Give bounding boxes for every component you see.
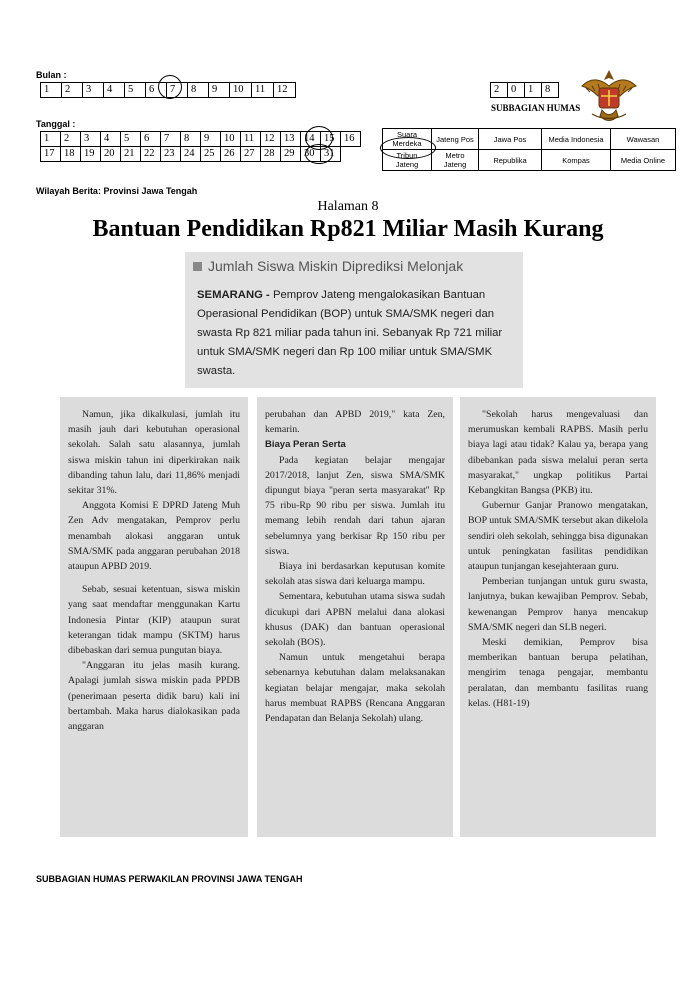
grid-cell: 6 [146, 83, 167, 98]
subbagian-label: SUBBAGIAN HUMAS [491, 103, 581, 113]
year-digit: 8 [542, 83, 559, 98]
grid-cell: 16 [341, 132, 361, 147]
grid-cell: 12 [261, 132, 281, 147]
grid-cell: 1 [41, 132, 61, 147]
paragraph: Sebab, sesuai ketentuan, siswa miskin yang saat mendaftar menggunakan Kartu Indonesia Pintar (KIP) ataupun surat keterangan tidak mampu (SKTM) harus dibebaskan dari semua pungutan biaya. [68, 584, 240, 657]
grid-cell: 4 [101, 132, 121, 147]
grid-cell: 6 [141, 132, 161, 147]
halaman-label: Halaman 8 [317, 199, 379, 214]
grid-cell: 1 [41, 83, 62, 98]
media-cell: Media Indonesia [542, 129, 611, 150]
bulan-label: Bulan : [36, 70, 67, 80]
paragraph: Namun untuk mengetahui berapa sebenarnya kebutuhan dalam melaksanakan kegiatan belajar mengajar, maka sekolah harus membuat RAPBS (Rencana Anggaran Pendapatan dan Belanja Sekolah) ulang. [265, 652, 445, 725]
grid-cell: 13 [281, 132, 301, 147]
article-column-3 [460, 397, 656, 837]
grid-cell: 10 [221, 132, 241, 147]
grid-cell: 23 [161, 147, 181, 162]
garuda-emblem-icon [578, 66, 640, 124]
wilayah-label: Wilayah Berita: Provinsi Jawa Tengah [36, 186, 198, 196]
grid-cell: 7 [167, 83, 188, 98]
grid-cell: 7 [161, 132, 181, 147]
grid-cell: 24 [181, 147, 201, 162]
paragraph: "Anggaran itu jelas masih kurang. Apalagi jumlah siswa miskin pada PPDB (penerimaan peserta didik baru) kali ini bertambah. Maka harus dialokasikan pada anggaran [68, 660, 240, 733]
paragraph: "Sekolah harus mengevaluasi dan merumuskan kembali RAPBS. Masih perlu biaya lagi atau tidak? Kalau ya, berapa yang dibebankan pada siswa melalui peran serta masyarakat," ungkap politikus Partai Kebangkitan Bangsa (PKB) itu. [468, 409, 648, 497]
grid-cell: 2 [61, 132, 81, 147]
grid-cell: 14 [301, 132, 321, 147]
grid-cell: 11 [241, 132, 261, 147]
grid-cell: 26 [221, 147, 241, 162]
article-column-1 [60, 397, 248, 837]
grid-cell: 18 [61, 147, 81, 162]
grid-cell: 17 [41, 147, 61, 162]
grid-cell: 9 [201, 132, 221, 147]
article-column-2 [257, 397, 453, 837]
grid-cell: 15 [321, 132, 341, 147]
tanggal-selected-circle-30 [305, 144, 333, 164]
lead-title-text: Jumlah Siswa Miskin Diprediksi Melonjak [208, 258, 464, 274]
grid-cell: 20 [101, 147, 121, 162]
media-cell: Suara Merdeka [383, 129, 432, 150]
media-cell: Metro Jateng [432, 150, 479, 171]
paragraph: Sementara, kebutuhan utama siswa sudah dicukupi dari APBN melalui dana alokasi khusus (DAK) dan bantuan operasional sekolah (BOS). [265, 591, 445, 649]
media-cell: Kompas [542, 150, 611, 171]
paragraph: Pemberian tunjangan untuk guru swasta, lanjutnya, bukan kewajiban Pemprov. Sebab, kewenangan Pemprov hanya mencakup SMA/SMK negeri dan SLB negeri. [468, 576, 648, 633]
paragraph: Biaya ini berdasarkan keputusan komite sekolah atas siswa dari keluarga mampu. [265, 561, 445, 588]
grid-cell: 3 [83, 83, 104, 98]
media-selected-circle [380, 137, 436, 159]
lead-box [185, 252, 523, 388]
grid-cell: 21 [121, 147, 141, 162]
grid-cell: 5 [125, 83, 146, 98]
square-bullet-icon [193, 262, 202, 271]
media-cell: Republika [479, 150, 542, 171]
media-cell: Jawa Pos [479, 129, 542, 150]
grid-cell: 31 [321, 147, 341, 162]
grid-cell: 9 [209, 83, 230, 98]
grid-cell: 8 [181, 132, 201, 147]
year-digit: 0 [508, 83, 525, 98]
grid-cell: 25 [201, 147, 221, 162]
media-cell: Wawasan [611, 129, 676, 150]
tanggal-label: Tanggal : [36, 119, 76, 129]
grid-cell: 11 [252, 83, 274, 98]
paragraph: Anggota Komisi E DPRD Jateng Muh Zen Adv mengatakan, Pemprov perlu menambah alokasi anggaran untuk SMA/SMK pada anggaran perubahan 2018 ataupun APBD 2019. [68, 500, 240, 573]
grid-cell: 30 [301, 147, 321, 162]
grid-cell: 28 [261, 147, 281, 162]
lead-body [197, 286, 517, 381]
lead-dateline: SEMARANG - [197, 289, 270, 301]
paragraph: Meski demikian, Pemprov bisa memberikan bantuan berupa pelatihan, mengirim tenaga pengajar, membantu peralatan, dan membantu fasilitas ruang kelas. (H81-19) [468, 637, 648, 709]
lead-text: Pemprov Jateng mengalokasikan Bantuan Operasional Pendidikan (BOP) untuk SMA/SMK negeri dan swasta Rp 821 miliar pada tahun ini. Sebanyak Rp 721 miliar untuk SMA/SMK negeri dan Rp 100 miliar untuk SMA/SMK swasta. [197, 289, 503, 377]
subheading: Biaya Peran Serta [265, 439, 346, 451]
grid-cell: 19 [81, 147, 101, 162]
grid-cell: 12 [274, 83, 296, 98]
paragraph: perubahan dan APBD 2019," kata Zen, kemarin. [265, 409, 445, 436]
media-cell: Tribun Jateng [383, 150, 432, 171]
grid-cell: 2 [62, 83, 83, 98]
footer-label: SUBBAGIAN HUMAS PERWAKILAN PROVINSI JAWA TENGAH [36, 874, 303, 884]
paragraph: Pada kegiatan belajar mengajar 2017/2018, lanjut Zen, siswa SMA/SMK dipungut biaya ''peran serta masyarakat'' Rp 75 ribu-Rp 90 ribu per siswa. Jumlah itu memang lebih rendah dari tahun ajaran sebelumnya yang berkisar Rp 150 ribu per siswa. [265, 454, 445, 557]
article-headline: Bantuan Pendidikan Rp821 Miliar Masih Kurang [92, 216, 604, 242]
grid-cell: 22 [141, 147, 161, 162]
grid-cell: 27 [241, 147, 261, 162]
year-digit: 1 [525, 83, 542, 98]
grid-cell: 10 [230, 83, 252, 98]
year-grid [490, 82, 559, 98]
grid-cell: 4 [104, 83, 125, 98]
grid-cell: 29 [281, 147, 301, 162]
media-cell: Jateng Pos [432, 129, 479, 150]
year-digit: 2 [491, 83, 508, 98]
grid-cell: 8 [188, 83, 209, 98]
paragraph: Gubernur Ganjar Pranowo mengatakan, BOP untuk SMA/SMK tersebut akan dikelola sendiri oleh sekolah, sehingga bisa digunakan untuk peningkatan fasilitas pendidikan ataupun tunjangan kesejahteraan guru. [468, 500, 648, 573]
grid-cell: 5 [121, 132, 141, 147]
media-cell: Media Online [611, 150, 676, 171]
grid-cell: 3 [81, 132, 101, 147]
paragraph: Namun, jika dikalkulasi, jumlah itu masih jauh dari kebutuhan operasional sekolah. Salah satu alasannya, jumlah siswa miskin tahun ini diperkirakan naik dibanding tahun lalu, dari 11,86% menjadi sekitar 31%. [68, 409, 240, 497]
bulan-selected-circle [158, 75, 182, 99]
lead-title [193, 258, 463, 274]
